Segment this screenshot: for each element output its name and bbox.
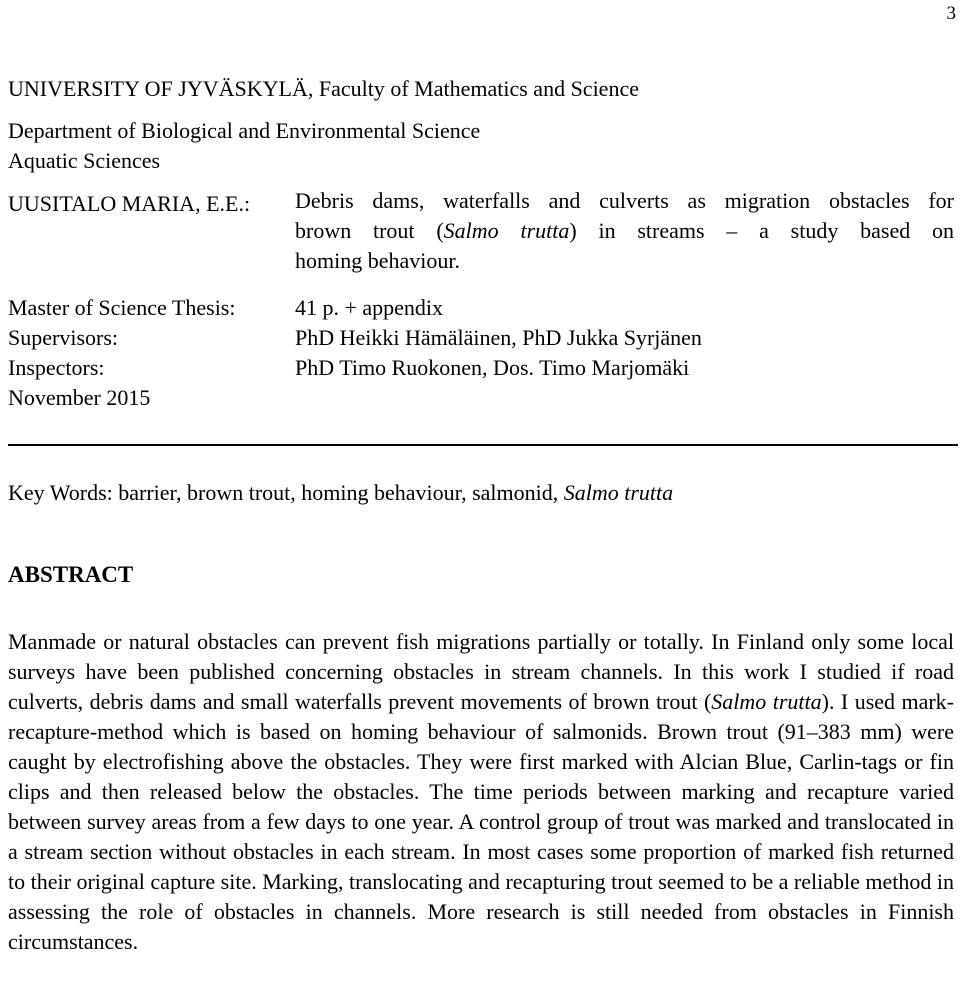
title-line-2-pre: brown trout ( bbox=[295, 218, 444, 243]
detail-label-inspectors: Inspectors: bbox=[8, 355, 105, 380]
detail-date: November 2015 bbox=[8, 385, 151, 410]
divider-rule bbox=[8, 444, 958, 446]
detail-value-thesis: 41 p. + appendix bbox=[295, 295, 444, 320]
detail-label-supervisors: Supervisors: bbox=[8, 325, 118, 350]
keywords-text: Key Words: barrier, brown trout, homing behaviour, salmonid, bbox=[8, 480, 564, 505]
title-species: Salmo trutta bbox=[443, 218, 570, 243]
abstract-text-2: ). I used mark-recapture-method which is based on homing behaviour of salmonids. Brown trout (91–383 mm) were caught by electrofishing above the obstacles. They were first marked with Alcian Blue, Carlin-tags or fin clips and then released below the obstacles. The time periods between marking and recapture varied between survey areas from a few days to one year. A control group of trout was marked and translocated in a stream section without obstacles in each stream. In most cases some proportion of marked fish returned to their original capture site. Marking, translocating and recapturing trout seemed to be a reliable method in assessing the role of obstacles in channels. More research is still needed from obstacles in Finnish circumstances. bbox=[8, 689, 954, 954]
abstract-heading: ABSTRACT bbox=[8, 562, 134, 587]
title-line-2 bbox=[295, 216, 954, 246]
university-line: UNIVERSITY OF JYVÄSKYLÄ, Faculty of Mathematics and Science bbox=[8, 76, 639, 101]
detail-value-supervisors: PhD Heikki Hämäläinen, PhD Jukka Syrjänen bbox=[295, 325, 702, 350]
department-line: Department of Biological and Environmental Science bbox=[8, 118, 481, 143]
author-label: UUSITALO MARIA, E.E.: bbox=[8, 191, 251, 216]
page-number: 3 bbox=[946, 3, 956, 24]
title-line-1: Debris dams, waterfalls and culverts as migration obstacles for bbox=[295, 188, 954, 213]
keywords-line bbox=[8, 482, 673, 504]
detail-value-inspectors: PhD Timo Ruokonen, Dos. Timo Marjomäki bbox=[295, 355, 690, 380]
abstract-body bbox=[8, 627, 954, 957]
title-line-2-post: ) in streams – a study based on bbox=[569, 218, 955, 243]
title-line-3: homing behaviour. bbox=[295, 248, 460, 273]
keywords-species: Salmo trutta bbox=[563, 480, 674, 505]
detail-label-thesis: Master of Science Thesis: bbox=[8, 295, 236, 320]
unit-line: Aquatic Sciences bbox=[8, 148, 161, 173]
thesis-title bbox=[295, 186, 954, 276]
abstract-text-1: Manmade or natural obstacles can prevent fish migrations partially or totally. In Finland only some local surveys have been published concerning obstacles in stream channels. In this work I studied if road culverts, debris dams and small waterfalls prevent movements of brown trout ( bbox=[8, 629, 954, 714]
abstract-species: Salmo trutta bbox=[711, 689, 822, 714]
